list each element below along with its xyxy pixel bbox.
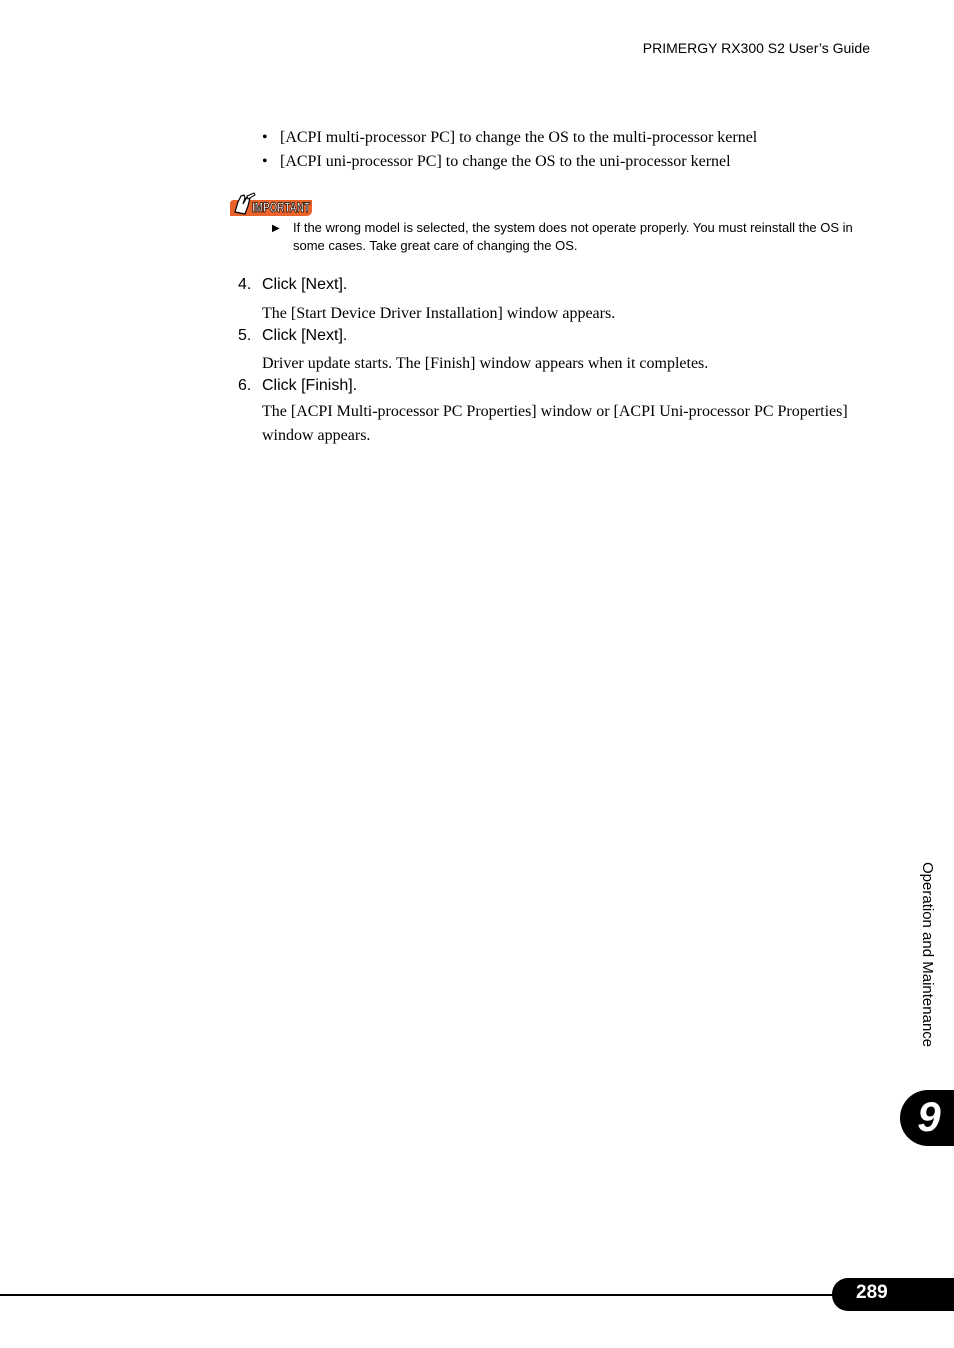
footer-rule [0, 1294, 840, 1296]
important-note-text: If the wrong model is selected, the system does not operate properly. You must reinstall the OS in some cases. Take great care of changing the OS. [293, 220, 853, 253]
list-item-text: [ACPI multi-processor PC] to change the OS to the multi-processor kernel [280, 129, 758, 146]
step-6-description: The [ACPI Multi-processor PC Properties] window or [ACPI Uni-processor PC Properties] window appears. [262, 403, 848, 444]
step-text: Click [Next]. [262, 327, 348, 344]
step-text: Click [Finish]. [262, 377, 358, 394]
chapter-number: 9 [917, 1093, 941, 1140]
option-list [262, 126, 757, 174]
chapter-tab [900, 1090, 954, 1146]
step-4 [238, 276, 347, 294]
running-header: PRIMERGY RX300 S2 User’s Guide [642, 40, 870, 56]
list-item: • [ACPI multi-processor PC] to change the OS to the multi-processor kernel [262, 129, 758, 146]
important-label: IMPORTANT [252, 199, 311, 215]
triangle-right-icon: ▶ [272, 223, 280, 234]
important-badge [228, 192, 314, 218]
step-number: 5. [238, 327, 252, 344]
list-item: • [ACPI uni-processor PC] to change the OS to the uni-processor kernel [262, 153, 731, 170]
hand-pencil-icon [228, 192, 314, 218]
page-number: 289 [856, 1282, 888, 1303]
step-6 [238, 377, 357, 395]
chapter-title: Operation and Maintenance [919, 862, 936, 1048]
step-4-description: The [Start Device Driver Installation] window appears. [262, 305, 616, 322]
step-5 [238, 327, 347, 345]
step-text: Click [Next]. [262, 276, 348, 293]
step-number: 4. [238, 276, 252, 293]
step-number: 6. [238, 377, 252, 394]
list-item-text: [ACPI uni-processor PC] to change the OS to the uni-processor kernel [280, 153, 731, 170]
important-note [272, 219, 872, 255]
page-number-tab [832, 1278, 954, 1311]
step-5-description: Driver update starts. The [Finish] window appears when it completes. [262, 355, 709, 372]
